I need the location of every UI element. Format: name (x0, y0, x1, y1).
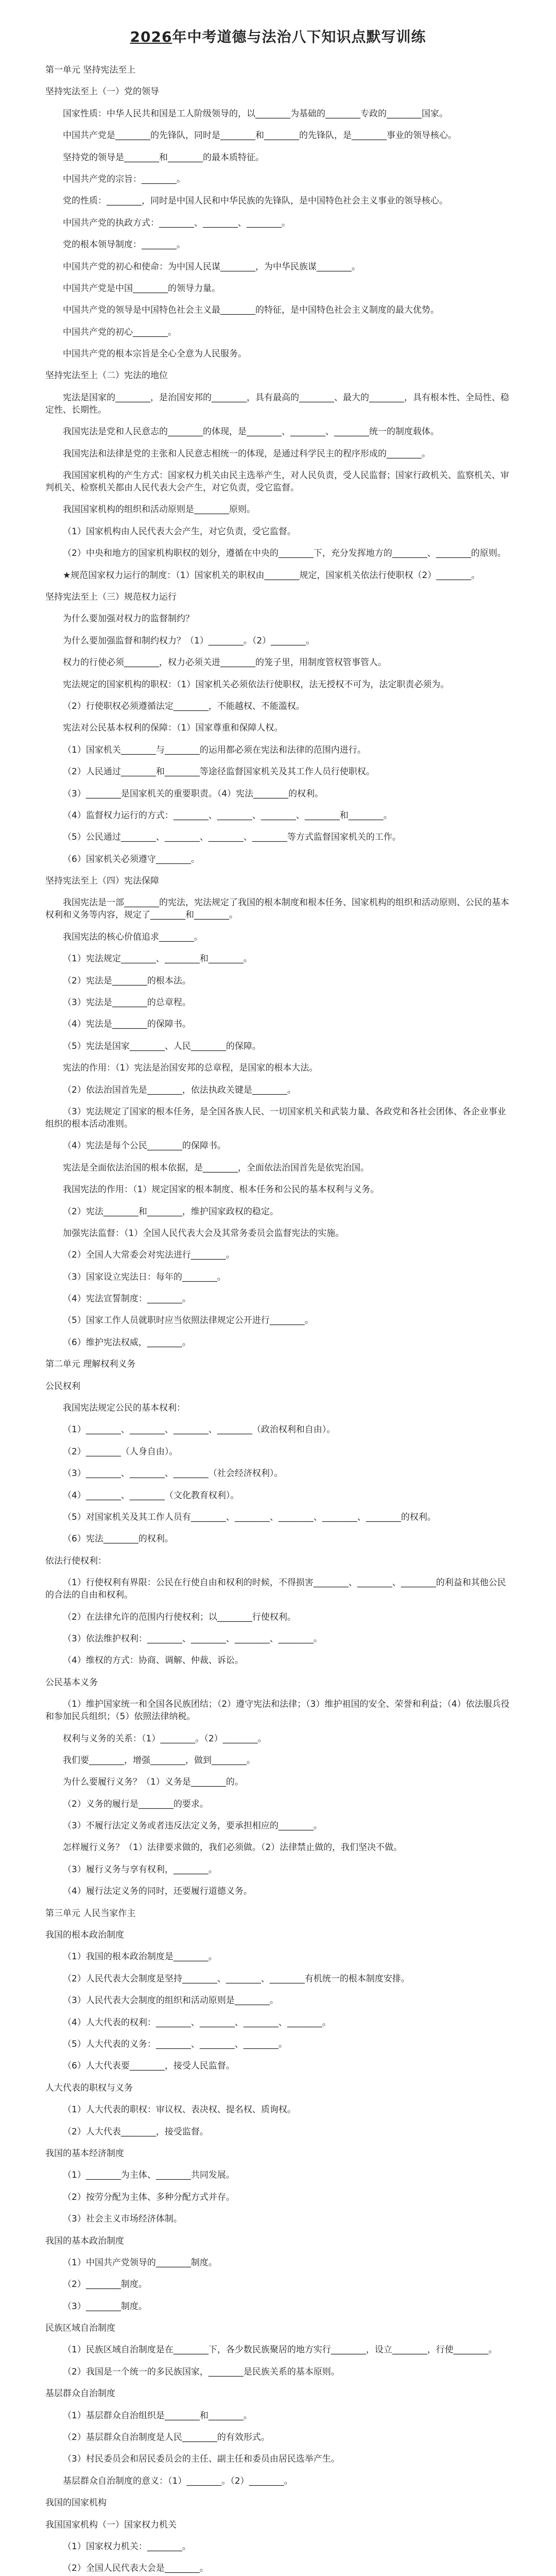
exercise-line: （3）履行义务与享有权利，________。 (63, 1864, 217, 1875)
exercise-line: 宪法的作用：（1）宪法是治国安邦的总章程，是国家的根本大法。 (63, 1063, 318, 1074)
exercise-line: （2）人民代表大会制度是坚持________、________、________有机统一的根本制度安排。 (63, 1973, 410, 1984)
section-heading: 公民权利 (45, 1381, 80, 1392)
section-heading: 坚持宪法至上（三）规范权力运行 (45, 591, 177, 602)
section-heading: 依法行使权利： (45, 1555, 107, 1566)
exercise-line: 中国共产党的根本宗旨是全心全意为人民服务。 (63, 349, 247, 360)
exercise-line: （3）村民委员会和居民委员会的主任、副主任和委员由居民选举产生。 (63, 2454, 340, 2465)
exercise-line: （2）宪法是________的根本法。 (63, 975, 191, 986)
exercise-line: （1）国家机构由人民代表大会产生，对它负责，受它监督。 (63, 526, 296, 537)
exercise-line: 国家性质：中华人民共和国是工人阶级领导的，以________为基础的________专政的________国家。 (63, 108, 448, 119)
exercise-line: （2）我国是一个统一的多民族国家，________是民族关系的基本原则。 (63, 2366, 340, 2377)
exercise-line: （3）宪法是________的总章程。 (63, 997, 191, 1008)
section-heading: 我国的基本经济制度 (45, 2148, 124, 2159)
exercise-line: （1）人大代表的职权：审议权、表决权、提名权、质询权。 (63, 2105, 296, 2115)
exercise-line: 基层群众自治制度的意义：（1）________。（2）________。 (63, 2476, 293, 2486)
exercise-line: （1）维护国家统一和全国各民族团结；（2）遵守宪法和法律；（3）维护祖国的安全、荣誉和利益；（4）依法服兵役和参加民兵组织；（5）依照法律纳税。 (45, 1699, 510, 1722)
exercise-line: （1）国家机关________与________的运用都必须在宪法和法律的范围内进行。 (63, 744, 366, 755)
section-heading: 坚持宪法至上（四）宪法保障 (45, 876, 159, 887)
exercise-line: （4）人大代表的权利：________、________、________、________。 (63, 2017, 331, 2028)
exercise-line: 宪法是全面依法治国的根本依据，是________，全面依法治国首先是依宪治国。 (63, 1162, 369, 1173)
exercise-line: 宪法对公民基本权利的保障：（1）国家尊重和保障人权。 (63, 723, 283, 734)
section-heading: 人大代表的职权与义务 (45, 2082, 133, 2093)
exercise-line: （1）我国的根本政治制度是________。 (63, 1952, 217, 1962)
exercise-line: 加强宪法监督：（1）全国人民代表大会及其常务委员会监督宪法的实施。 (63, 1228, 344, 1239)
exercise-line: （1）宪法规定________、________和________。 (63, 954, 252, 964)
section-heading: 我国的根本政治制度 (45, 1930, 124, 1941)
title-text: 年中考道德与法治八下知识点默写训练 (172, 28, 426, 45)
exercise-line: 权力的行使必须________，权力必须关进________的笼子里，用制度管权管事管人。 (63, 657, 387, 668)
exercise-line: （4）________、________（文化教育权利）。 (63, 1490, 239, 1501)
exercise-line: 我国宪法是党和人民意志的________的体现，是________、________、________统一的制度载体。 (63, 427, 439, 437)
section-heading: 坚持宪法至上（一）党的领导 (45, 87, 159, 97)
exercise-line: 中国共产党的领导是中国特色社会主义最________的特征，是中国特色社会主义制度的最大优势。 (63, 305, 439, 316)
exercise-line: 宪法是国家的________，是治国安邦的________，具有最高的________、最大的________，具有根本性、全局性、稳定性、长期性。 (45, 392, 509, 415)
section-heading: 坚持宪法至上（二）宪法的地位 (45, 370, 168, 381)
exercise-line: 我们要________，增强________，做到________。 (63, 1755, 255, 1766)
exercise-line: 中国共产党的初心和使命：为中国人民谋________，为中华民族谋________。 (63, 261, 360, 272)
exercise-line: 宪法规定的国家机构的职权：（1）国家机关必须依法行使职权，法无授权不可为，法定职责必须为。 (63, 679, 449, 690)
section-heading: 第三单元 人民当家作主 (45, 1908, 136, 1919)
exercise-line: （2）义务的履行是________的要求。 (63, 1799, 208, 1809)
exercise-line: （5）人大代表的义务：________、________、________。 (63, 2039, 287, 2049)
exercise-line: （5）宪法是国家________、人民________的保障。 (63, 1041, 261, 1052)
exercise-line: （2）在法律允许的范围内行使权利；以________行使权利。 (63, 1612, 296, 1622)
exercise-line: 我国国家机构的产生方式：国家权力机关由民主选举产生，对人民负责，受人民监督；国家行政机关、监察机关、审判机关、检察机关都由人民代表大会产生，对它负责，受它监督。 (45, 470, 509, 494)
exercise-line: （5）对国家机关及其工作人员有________、________、________、________、________的权利。 (63, 1512, 436, 1522)
exercise-line: （3）社会主义市场经济体制。 (63, 2214, 182, 2225)
exercise-line: 为什么要履行义务？（1）义务是________的。 (63, 1777, 244, 1788)
exercise-line: （2）全国人大常委会对宪法进行________。 (63, 1250, 235, 1261)
exercise-line: （2）行使职权必须遵循法定________，不能越权、不能滥权。 (63, 701, 305, 711)
page-title (45, 26, 511, 46)
exercise-line: （1）________为主体、________共同发展。 (63, 2170, 235, 2181)
exercise-line: （5）国家工作人员就职时应当依照法律规定公开进行________。 (63, 1315, 314, 1326)
exercise-line: （4）履行法定义务的同时，还要履行道德义务。 (63, 1886, 252, 1897)
exercise-line: （6）人大代表要________，接受人民监督。 (63, 2061, 235, 2072)
section-heading: 基层群众自治制度 (45, 2388, 115, 2399)
exercise-line: （2）基层群众自治制度是人民________的有效形式。 (63, 2432, 270, 2443)
exercise-line: （4）宪法宣誓制度：________。 (63, 1294, 191, 1304)
exercise-line: （3）宪法规定了国家的根本任务，是全国各族人民、一切国家机关和武装力量、各政党和各社会团体、各企业事业组织的根本活动准则。 (45, 1106, 506, 1129)
exercise-line: 我国宪法和法律是党的主张和人民意志相统一的体现，是通过科学民主的程序形成的________。 (63, 448, 430, 459)
exercise-line: （1）________、________、________、________（政治权利和自由）。 (63, 1425, 336, 1435)
exercise-line: 为什么要加强对权力的监督制约？ (63, 614, 194, 624)
exercise-line: （3）不履行法定义务或者违反法定义务，要承担相应的________。 (63, 1821, 322, 1832)
exercise-line: 中国共产党是________的先锋队，同时是________和________的先锋队，是________事业的领导核心。 (63, 130, 457, 141)
title-year: 2026 (130, 28, 172, 45)
exercise-line: （4）宪法是________的保障书。 (63, 1019, 191, 1030)
exercise-line: （2）人民通过________和________等途径监督国家机关及其工作人员行使职权。 (63, 767, 375, 777)
exercise-line: 为什么要加强监督和制约权力？（1）________。（2）________。 (63, 635, 315, 646)
exercise-line: 中国共产党的执政方式：________、________、________。 (63, 217, 290, 228)
section-heading: 公民基本义务 (45, 1677, 98, 1688)
section-heading: 第二单元 理解权利义务 (45, 1359, 136, 1370)
exercise-line: 怎样履行义务？（1）法律要求做的，我们必须做。（2）法律禁止做的，我们坚决不做。 (63, 1842, 403, 1853)
exercise-line: （2）中央和地方的国家机构职权的划分，遵循在中央的________下，充分发挥地方的________、________的原则。 (63, 548, 506, 559)
exercise-line: ★规范国家权力运行的制度：（1）国家机关的职权由________规定，国家机关依法行使职权（2）________。 (63, 570, 480, 581)
exercise-line: （4）监督权力运行的方式：________、________、________、________和________。 (63, 810, 392, 821)
exercise-line: （3）________是国家机关的重要职责。（4）宪法________的权利。 (63, 788, 324, 799)
exercise-line: 我国宪法的核心价值追求________。 (63, 931, 203, 942)
exercise-line: （5）公民通过________、________、________、________等方式监督国家机关的工作。 (63, 832, 401, 843)
exercise-line: 我国宪法的作用：（1）规定国家的根本制度、根本任务和公民的基本权利与义务。 (63, 1184, 379, 1195)
exercise-line: （1）民族区域自治制度是在________下，各少数民族聚居的地方实行________，设立________，行使________。 (63, 2345, 497, 2355)
exercise-line: （1）基层群众自治组织是________和________。 (63, 2410, 252, 2421)
exercise-line: （2）按劳分配为主体、多种分配方式并存。 (63, 2192, 235, 2202)
exercise-line: 中国共产党是中国________的领导力量。 (63, 283, 220, 294)
exercise-line: 党的性质：________，同时是中国人民和中华民族的先锋队，是中国特色社会主义事业的领导核心。 (63, 196, 448, 207)
exercise-line: （2）宪法________和________，维护国家政权的稳定。 (63, 1206, 279, 1217)
exercise-line: 权利与义务的关系：（1）________。（2）________。 (63, 1733, 267, 1744)
section-heading: 我国的国家机构 (45, 2498, 107, 2509)
exercise-line: 坚持党的领导是________和________的最本质特征。 (63, 152, 264, 163)
exercise-line: 我国国家机构的组织和活动原则是________原则。 (63, 504, 255, 515)
exercise-line: （2）________制度。 (63, 2279, 147, 2290)
exercise-line: （1）国家权力机关：________。 (63, 2541, 191, 2552)
exercise-line: （3）________、________、________（社会经济权利）。 (63, 1468, 283, 1479)
exercise-line: （1）中国共产党领导的________制度。 (63, 2257, 217, 2268)
exercise-line: 我国宪法是一部________的宪法，宪法规定了我国的根本制度和根本任务、国家机构的组织和活动原则、公民的基本权利和义务等内容，规定了________和________。 (45, 897, 509, 921)
exercise-line: （6）宪法________的权利。 (63, 1534, 173, 1545)
exercise-line: 中国共产党的宗旨：________。 (63, 174, 185, 184)
exercise-line: （4）宪法是每个公民________的保障书。 (63, 1141, 226, 1151)
document-body (45, 64, 511, 2576)
exercise-line: （1）行使权利有界限：公民在行使自由和权利的时候，不得损害________、________、________的利益和其他公民的合法的自由和权利。 (45, 1578, 506, 1601)
exercise-line: （3）依法维护权利：________、________、________、________。 (63, 1633, 322, 1644)
section-heading: 我国国家机构（一）国家权力机关 (45, 2519, 177, 2530)
exercise-line: （3）国家设立宪法日：每年的________。 (63, 1272, 226, 1282)
exercise-line: （3）人民代表大会制度的组织和活动原则是________。 (63, 1995, 279, 2006)
exercise-line: （6）国家机关必须遵守________。 (63, 854, 200, 865)
section-heading: 第一单元 坚持宪法至上 (45, 65, 136, 75)
exercise-line: 我国宪法规定公民的基本权利： (63, 1403, 185, 1414)
section-heading: 我国的基本政治制度 (45, 2235, 124, 2246)
exercise-line: （2）依法治国首先是________，依法执政关键是________。 (63, 1084, 296, 1095)
exercise-line: （2）全国人民代表大会是________。 (63, 2563, 208, 2574)
exercise-line: （3）________制度。 (63, 2301, 147, 2312)
exercise-line: 党的根本领导制度：________。 (63, 240, 185, 250)
exercise-line: 中国共产党的初心________。 (63, 327, 177, 337)
exercise-line: （2）________（人身自由）。 (63, 1446, 178, 1457)
section-heading: 民族区域自治制度 (45, 2323, 115, 2334)
exercise-line: （6）维护宪法权威，________。 (63, 1337, 191, 1348)
exercise-line: （4）维权的方式：协商、调解、仲裁、诉讼。 (63, 1655, 244, 1666)
exercise-line: （2）人大代表________，接受监督。 (63, 2126, 208, 2137)
